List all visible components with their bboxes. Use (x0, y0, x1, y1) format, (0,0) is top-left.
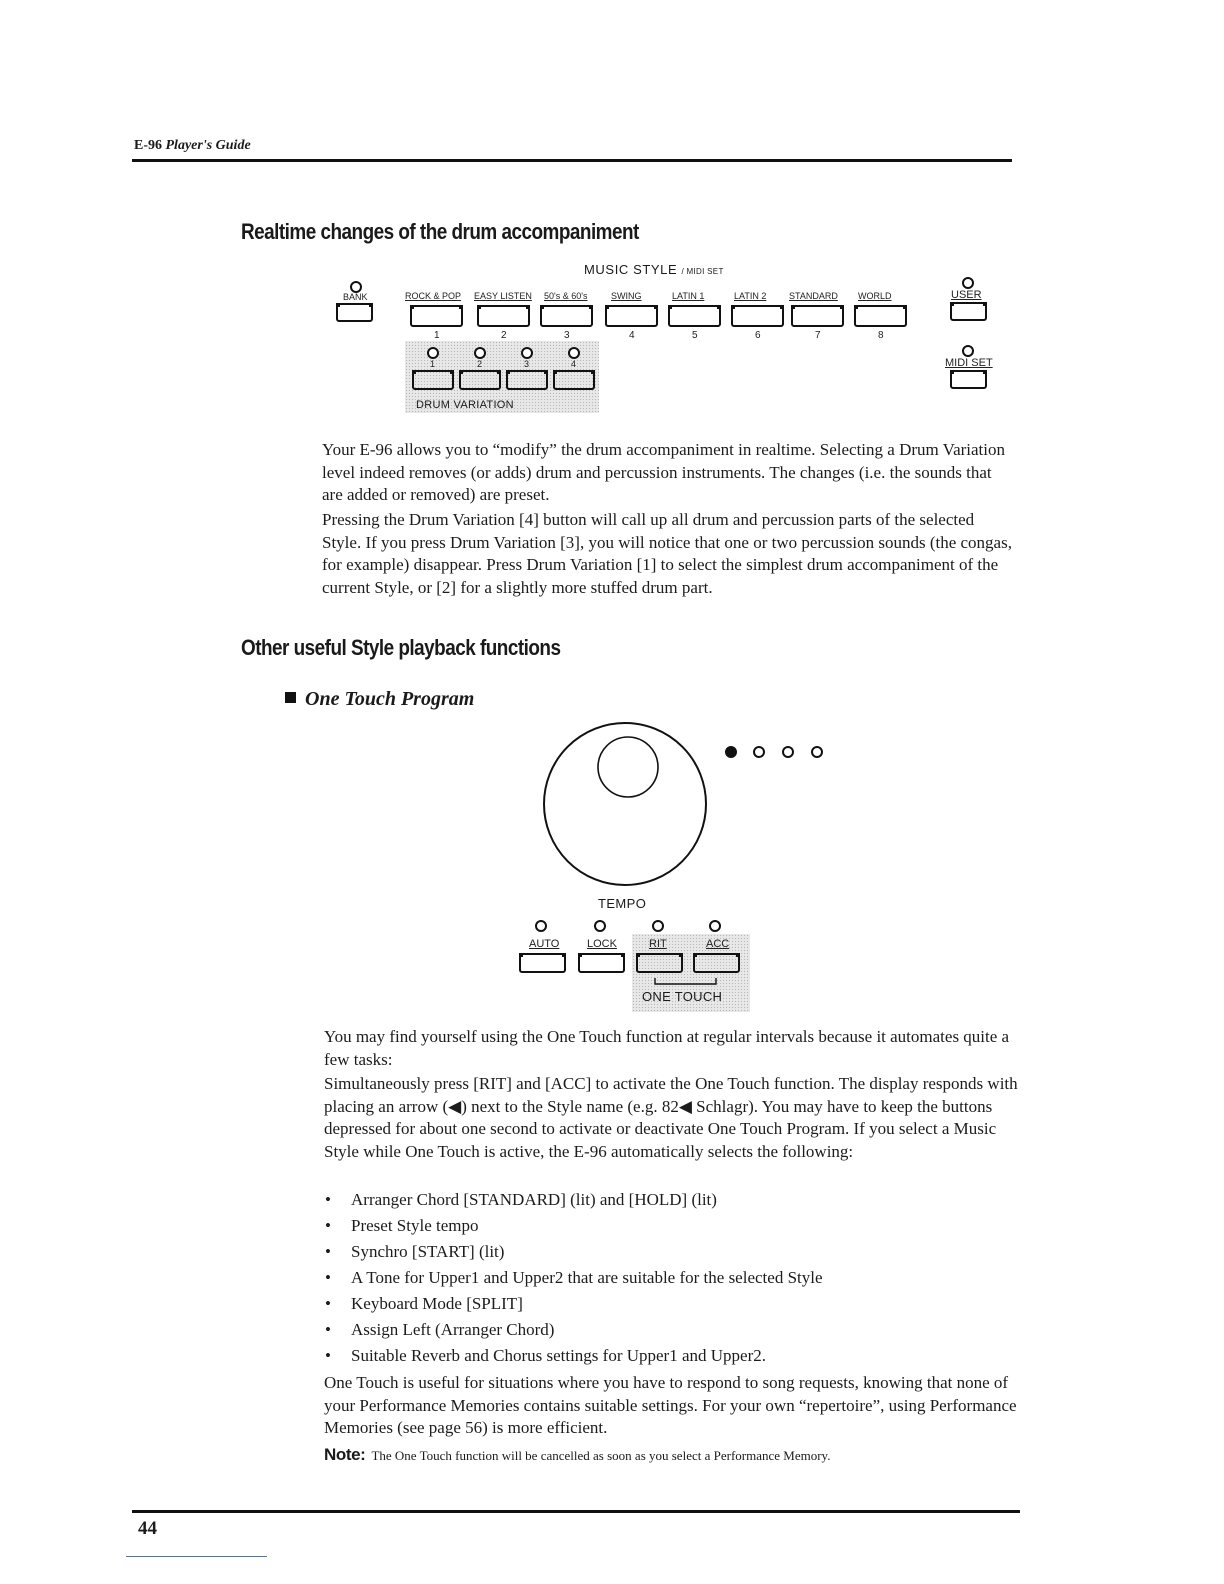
note (324, 1445, 830, 1465)
note-label: Note: (324, 1445, 366, 1464)
style-label-6: LATIN 2 (734, 291, 767, 301)
style-number-4: 4 (629, 330, 635, 341)
tempo-button-label-auto: AUTO (529, 938, 560, 950)
hyperlink-underline (126, 1556, 267, 1557)
list-item: • Keyboard Mode [SPLIT] (324, 1291, 1014, 1317)
bank-label: BANK (343, 292, 368, 302)
music-style-title-text: MUSIC STYLE (584, 262, 678, 277)
style-label-3: 50's & 60's (544, 291, 588, 301)
list-item: • Synchro [START] (lit) (324, 1239, 1014, 1265)
style-number-7: 7 (815, 330, 821, 341)
header-guide-title: Player's Guide (165, 138, 251, 153)
drum-variation-number-4: 4 (571, 359, 577, 369)
header-model: E-96 (134, 138, 162, 153)
tempo-button-label-rit: RIT (649, 938, 667, 950)
music-style-subtitle-text: / MIDI SET (681, 267, 724, 276)
tempo-label: TEMPO (598, 896, 647, 911)
one-touch-settings-list (324, 1187, 1014, 1369)
midi-set-label: MIDI SET (945, 357, 993, 369)
tempo-button-label-lock: LOCK (587, 938, 617, 950)
list-item: • A Tone for Upper1 and Upper2 that are suitable for the selected Style (324, 1265, 1014, 1291)
style-number-6: 6 (755, 330, 761, 341)
style-number-5: 5 (692, 330, 698, 341)
list-item: • Preset Style tempo (324, 1213, 1014, 1239)
paragraph-drum-variation: Pressing the Drum Variation [4] button will call up all drum and percussion parts of the selected Style. If you press Drum Variation [3], you will notice that one or two percussion sounds (the congas, for example) disappear. Press Drum Variation [1] to select the simplest drum accompaniment of the current Style, or [2] for a slightly more stuffed drum part. (322, 510, 1012, 597)
paragraph-one-touch-activate: Simultaneously press [RIT] and [ACC] to activate the One Touch function. The display responds with placing an arrow (◀) next to the Style name (e.g. 82◀ Schlagr). You may have to keep the buttons depressed for about one second to activate or deactivate One Touch Program. If you select a Music Style while One Touch is active, the E-96 automatically selects the following: (324, 1074, 1018, 1161)
note-text: The One Touch function will be cancelled as soon as you select a Performance Memory. (371, 1448, 831, 1463)
style-label-7: STANDARD (789, 291, 838, 301)
style-label-1: ROCK & POP (405, 291, 462, 301)
style-label-4: SWING (611, 291, 642, 301)
style-number-8: 8 (878, 330, 884, 341)
style-number-2: 2 (501, 330, 507, 341)
page-number: 44 (138, 1518, 157, 1539)
list-item: • Assign Left (Arranger Chord) (324, 1317, 1014, 1343)
paragraph-one-touch-intro: You may find yourself using the One Touch function at regular intervals because it automates quite a few tasks: (324, 1027, 1010, 1069)
paragraph-drum-intro: Your E-96 allows you to “modify” the drum accompaniment in realtime. Selecting a Drum Variation level indeed removes (or adds) drum and percussion instruments. The changes (i.e. the sounds that are added or removed) are preset. (322, 440, 1005, 504)
subheading-one-touch-text: One Touch Program (305, 688, 475, 710)
section-heading-realtime: Realtime changes of the drum accompaniment (241, 219, 639, 244)
drum-variation-number-1: 1 (430, 359, 436, 369)
paragraph-one-touch-closing: One Touch is useful for situations where you have to respond to song requests, knowing that none of your Performance Memories contains suitable settings. For your own “repertoire”, using Performance Memories (see page 56) is more efficient. (324, 1373, 1017, 1437)
user-label: USER (951, 289, 982, 301)
style-label-2: EASY LISTEN (474, 291, 532, 301)
list-item: • Arranger Chord [STANDARD] (lit) and [HOLD] (lit) (324, 1187, 1014, 1213)
style-number-3: 3 (564, 330, 570, 341)
section-heading-other-functions: Other useful Style playback functions (241, 635, 561, 660)
tempo-button-label-acc: ACC (706, 938, 730, 950)
style-label-8: WORLD (858, 291, 892, 301)
style-label-5: LATIN 1 (672, 291, 705, 301)
style-number-1: 1 (434, 330, 440, 341)
drum-variation-number-2: 2 (477, 359, 483, 369)
one-touch-label: ONE TOUCH (642, 989, 723, 1004)
list-item: • Suitable Reverb and Chorus settings for Upper1 and Upper2. (324, 1343, 1014, 1369)
drum-variation-number-3: 3 (524, 359, 530, 369)
drum-variation-label: DRUM VARIATION (416, 399, 514, 411)
footer-rule (132, 1510, 1020, 1513)
